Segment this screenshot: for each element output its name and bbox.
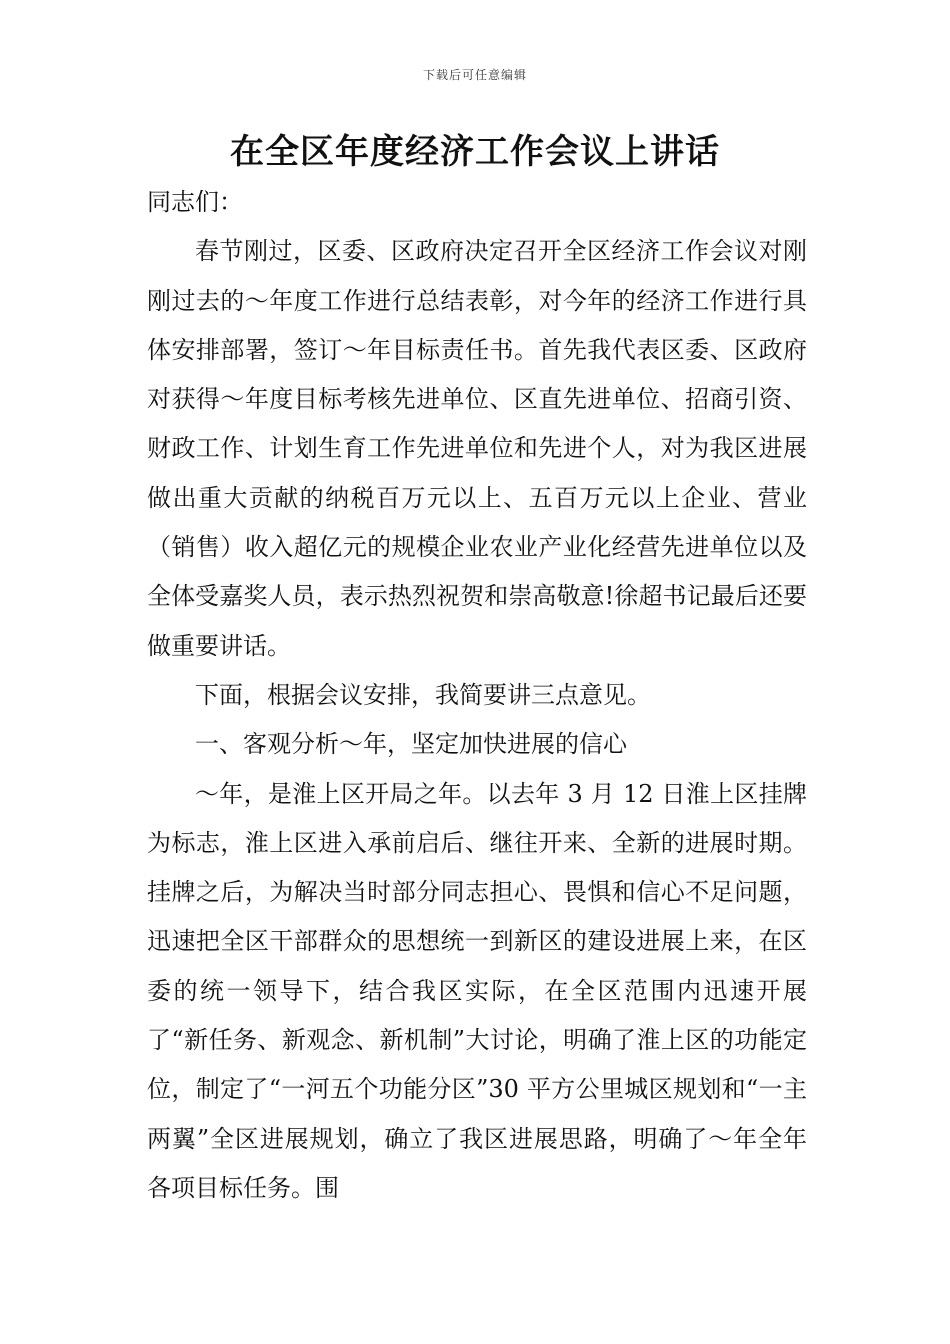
- document-title: 在全区年度经济工作会议上讲话: [230, 132, 720, 172]
- section-heading-1: 一、客观分析～年，坚定加快进展的信心: [195, 730, 627, 759]
- paragraph-review: ～年，是淮上区开局之年。以去年 3 月 12 日淮上区挂牌为标志，淮上区进入承前启后、继往开来、全新的进展时期。挂牌之后，为解决当时部分同志担心、畏惧和信心不足问题，迅速把全区干部群众的思想统一到新区的建设进展上来，在区委的统一领导下，结合我区实际，在全区范围内迅速开展了“新任务、新观念、新机制”大讨论，明确了淮上区的功能定位，制定了“一河五个功能分区”30 平方公里城区规划和“一主两翼”全区进展规划，确立了我区进展思路，明确了～年全年各项目标任务。围: [147, 779, 807, 1202]
- paragraph-outline: 下面，根据会议安排，我简要讲三点意见。: [195, 680, 651, 709]
- paragraph-opening: 春节刚过，区委、区政府决定召开全区经济工作会议对刚刚过去的～年度工作进行总结表彰，对今年的经济工作进行具体安排部署，签订～年目标责任书。首先我代表区委、区政府对获得～年度目标考核先进单位、区直先进单位、招商引资、财政工作、计划生育工作先进单位和先进个人，对为我区进展做出重大贡献的纳税百万元以上、五百万元以上企业、营业（销售）收入超亿元的规模企业农业产业化经营先进单位以及全体受嘉奖人员，表示热烈祝贺和崇高敬意!徐超书记最后还要做重要讲话。: [147, 237, 807, 660]
- salutation: 同志们：: [147, 188, 243, 216]
- header-note: 下载后可任意编辑: [422, 68, 527, 82]
- document-body: [147, 178, 807, 1213]
